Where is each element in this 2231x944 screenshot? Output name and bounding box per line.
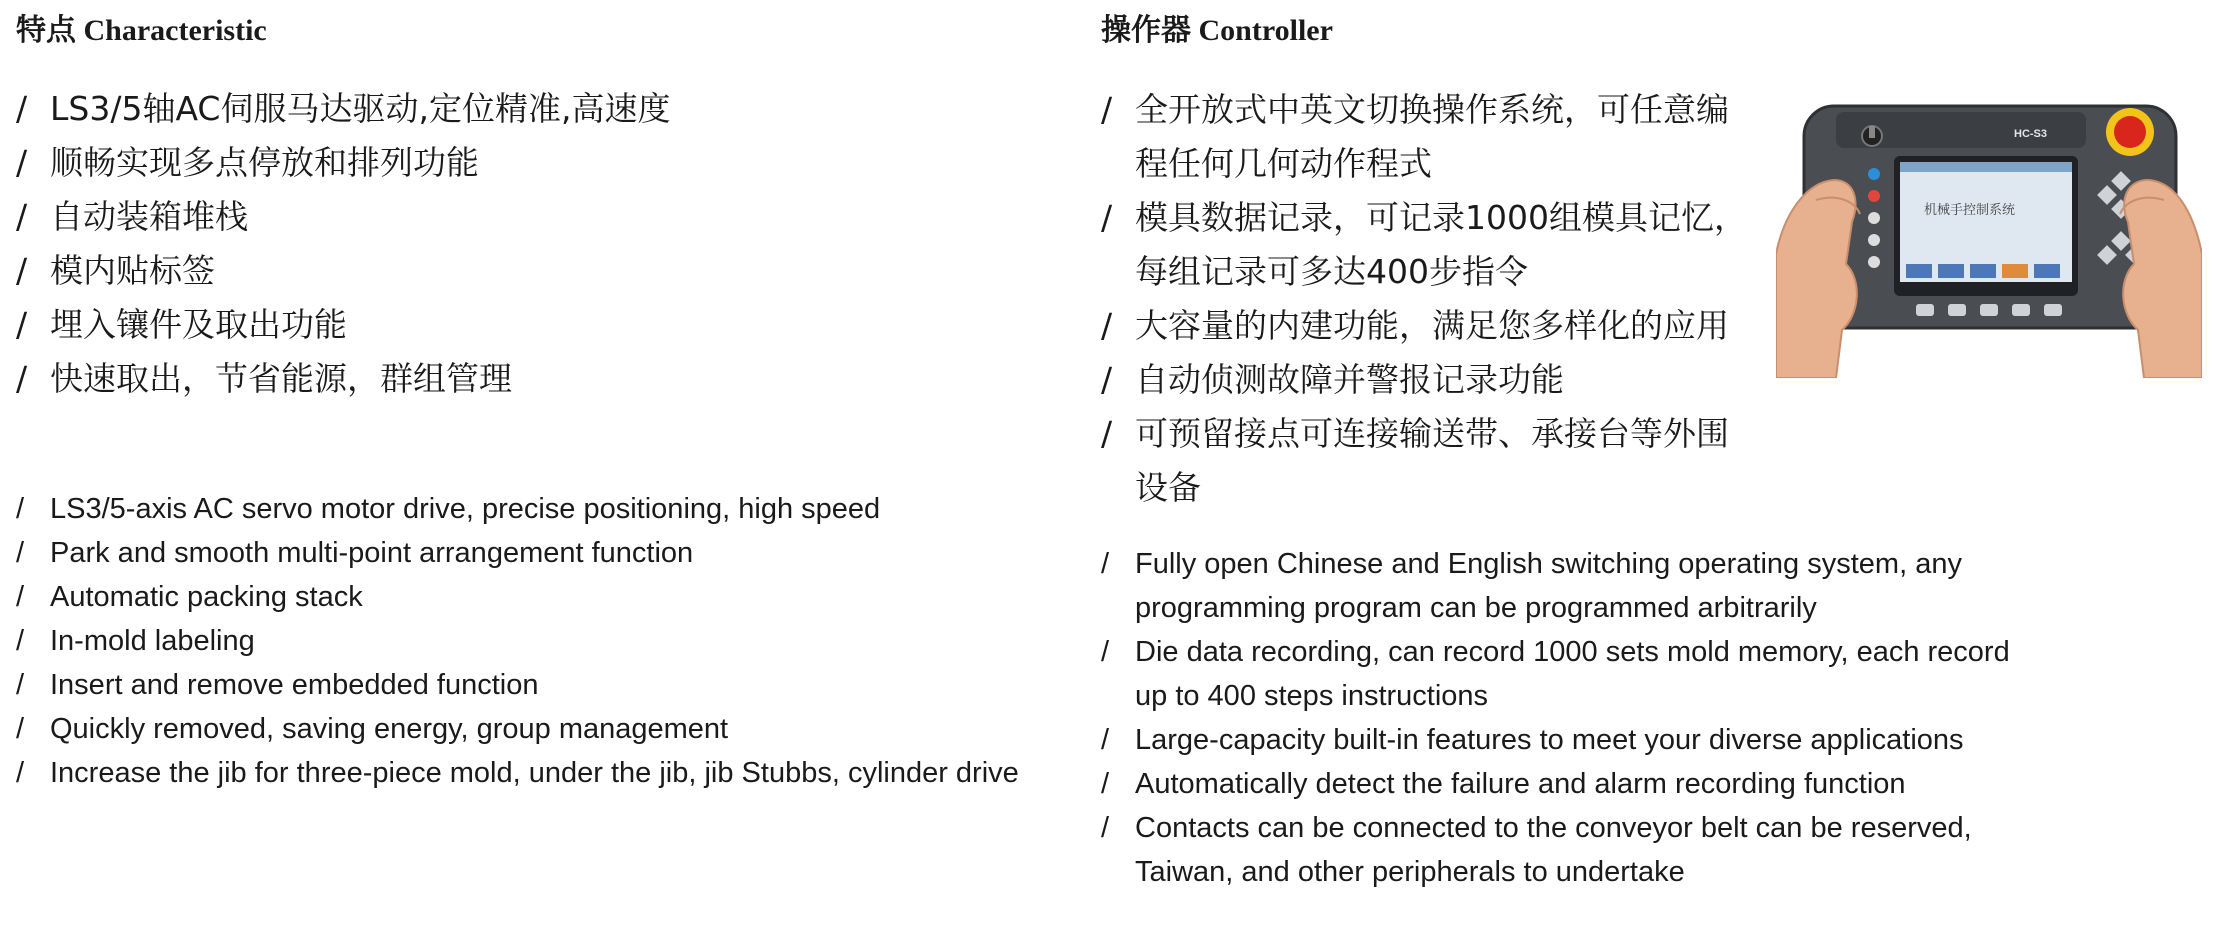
list-item: / 全开放式中英文切换操作系统，可任意编程任何几何动作程式	[1101, 83, 1751, 191]
controller-cn-list	[1101, 83, 1751, 515]
slash-bullet: /	[16, 305, 28, 344]
list-item: / 模具数据记录，可记录1000组模具记忆，每组记录可多达400步指令	[1101, 191, 1751, 299]
slash-bullet: /	[1101, 90, 1113, 129]
slash-bullet: /	[1101, 636, 1110, 668]
slash-bullet: /	[1101, 724, 1110, 756]
slash-bullet: /	[16, 89, 28, 128]
controller-en-list	[1101, 542, 2031, 894]
slash-bullet: /	[16, 669, 25, 701]
slash-bullet: /	[16, 581, 25, 613]
slash-bullet: /	[16, 757, 25, 789]
slash-bullet: /	[1101, 198, 1113, 237]
list-item: / Automatic packing stack	[16, 575, 1076, 619]
slash-bullet: /	[1101, 812, 1110, 844]
list-item: / Automatically detect the failure and alarm recording function	[1101, 762, 2031, 806]
characteristic-cn-list	[16, 82, 1076, 406]
slash-bullet: /	[16, 493, 25, 525]
slash-bullet: /	[16, 359, 28, 398]
pendant-model-label: HC-S3	[2014, 128, 2048, 140]
slash-bullet: /	[1101, 306, 1113, 345]
list-item: / Fully open Chinese and English switching operating system, any programming program can be programmed arbitrarily	[1101, 542, 2031, 630]
list-item: / 自动侦测故障并警报记录功能	[1101, 353, 1751, 407]
list-item: / Park and smooth multi-point arrangement function	[16, 531, 1076, 575]
slash-bullet: /	[16, 143, 28, 182]
list-item: / 快速取出，节省能源，群组管理	[16, 352, 1076, 406]
list-item: / LS3/5-axis AC servo motor drive, precise positioning, high speed	[16, 487, 1076, 531]
list-item: / 大容量的内建功能，满足您多样化的应用	[1101, 299, 1751, 353]
list-item: / LS3/5轴AC伺服马达驱动,定位精准,高速度	[16, 82, 1076, 136]
list-item: / 自动装箱堆栈	[16, 190, 1076, 244]
slash-bullet: /	[1101, 548, 1110, 580]
slash-bullet: /	[16, 625, 25, 657]
list-item: / Increase the jib for three-piece mold, under the jib, jib Stubbs, cylinder drive	[16, 751, 1076, 795]
characteristic-en-list	[16, 487, 1076, 795]
slash-bullet: /	[1101, 768, 1110, 800]
list-item: / Large-capacity built-in features to meet your diverse applications	[1101, 718, 2031, 762]
list-item: / In-mold labeling	[16, 619, 1076, 663]
left-hand	[1776, 180, 1857, 378]
characteristic-section	[16, 0, 1076, 795]
right-hand	[2123, 180, 2202, 378]
slash-bullet: /	[1101, 414, 1113, 453]
controller-pendant-image	[1776, 104, 2202, 378]
list-item: / Quickly removed, saving energy, group management	[16, 707, 1076, 751]
slash-bullet: /	[16, 251, 28, 290]
slash-bullet: /	[1101, 360, 1113, 399]
list-item: / Insert and remove embedded function	[16, 663, 1076, 707]
list-item: / 顺畅实现多点停放和排列功能	[16, 136, 1076, 190]
characteristic-heading: 特点 Characteristic	[16, 14, 267, 47]
controller-heading: 操作器 Controller	[1101, 14, 1333, 47]
pendant-screen-text: 机械手控制系统	[1924, 203, 2016, 218]
list-item: / Contacts can be connected to the conveyor belt can be reserved, Taiwan, and other peripherals to undertake	[1101, 806, 2031, 894]
slash-bullet: /	[16, 197, 28, 236]
slash-bullet: /	[16, 713, 25, 745]
list-item: / 埋入镶件及取出功能	[16, 298, 1076, 352]
list-item: / 模内贴标签	[16, 244, 1076, 298]
list-item: / Die data recording, can record 1000 sets mold memory, each record up to 400 steps instructions	[1101, 630, 2031, 718]
slash-bullet: /	[16, 537, 25, 569]
list-item: / 可预留接点可连接输送带、承接台等外围设备	[1101, 407, 1751, 515]
